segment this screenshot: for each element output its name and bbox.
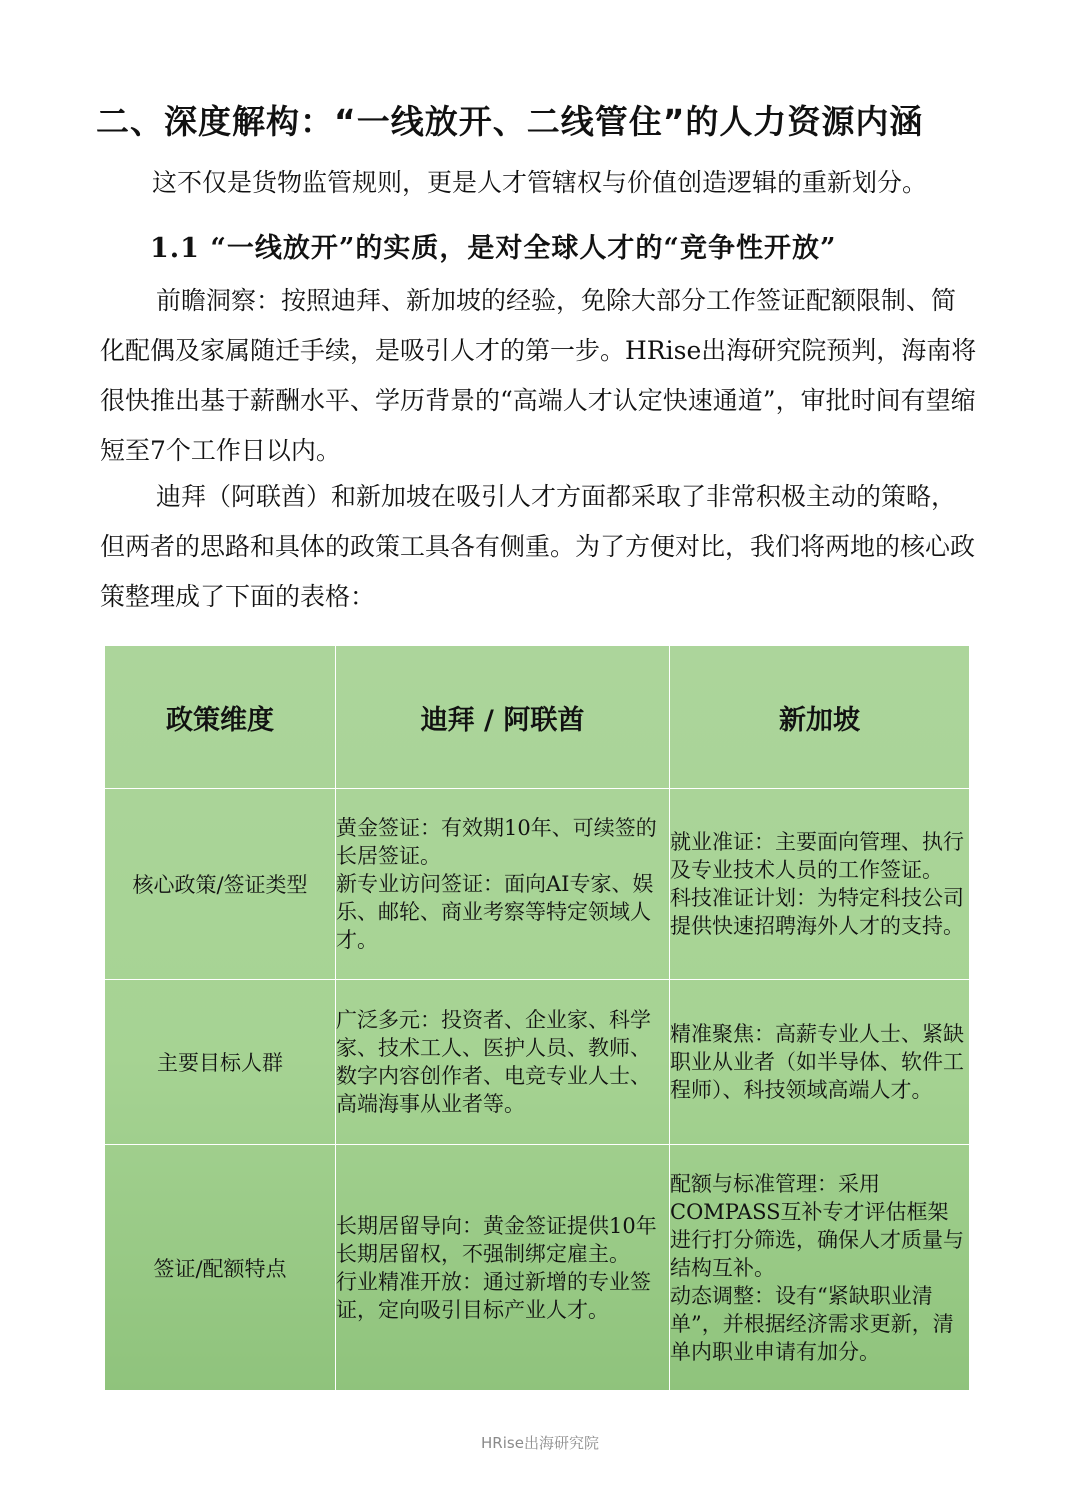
- subsection-heading: 1.1 “一线放开”的实质，是对全球人才的“竞争性开放”: [150, 233, 837, 264]
- footer-watermark: HRise出海研究院: [481, 1434, 599, 1452]
- singapore-cell: [670, 789, 970, 980]
- table-row: [105, 980, 970, 1145]
- header-dimension: 政策维度: [105, 646, 336, 789]
- cell-line: 长期居留导向：黄金签证提供10年长期居留权，不强制绑定雇主。: [336, 1213, 657, 1266]
- singapore-cell: [670, 980, 970, 1145]
- dimension-cell: 签证/配额特点: [105, 1145, 336, 1391]
- intro-paragraph: 这不仅是货物监管规则，更是人才管辖权与价值创造逻辑的重新划分。: [152, 168, 928, 197]
- dubai-cell: [336, 980, 670, 1145]
- cell-line: 就业准证：主要面向管理、执行及专业技术人员的工作签证。: [670, 830, 964, 882]
- cell-line: 广泛多元：投资者、企业家、科学家、技术工人、医护人员、教师、数字内容创作者、电竞专业人士、高端海事从业者等。: [336, 1008, 651, 1116]
- insight-paragraph: 前瞻洞察：按照迪拜、新加坡的经验，免除大部分工作签证配额限制、简化配偶及家属随迁手续，是吸引人才的第一步。HRise出海研究院预判，海南将很快推出基于薪酬水平、学历背景的“高端人才认定快速通道”，审批时间有望缩短至7个工作日以内。: [100, 286, 977, 465]
- section-heading: 二、深度解构：“一线放开、二线管住”的人力资源内涵: [96, 102, 924, 141]
- header-dubai: 迪拜 / 阿联酋: [336, 646, 670, 789]
- cell-line: 行业精准开放：通过新增的专业签证，定向吸引目标产业人才。: [336, 1269, 651, 1322]
- dubai-cell: [336, 789, 670, 980]
- dimension-cell: 主要目标人群: [105, 980, 336, 1145]
- cell-line: 动态调整：设有“紧缺职业清单”，并根据经济需求更新，清单内职业申请有加分。: [670, 1283, 954, 1364]
- comparison-intro-paragraph: 迪拜（阿联酋）和新加坡在吸引人才方面都采取了非常积极主动的策略，但两者的思路和具体的政策工具各有侧重。为了方便对比，我们将两地的核心政策整理成了下面的表格：: [100, 482, 976, 611]
- cell-line: 配额与标准管理：采用COMPASS互补专才评估框架进行打分筛选，确保人才质量与结构互补。: [670, 1171, 964, 1280]
- table-row: [105, 1145, 970, 1391]
- singapore-cell: [670, 1145, 970, 1391]
- dubai-cell: [336, 1145, 670, 1391]
- dimension-cell: 核心政策/签证类型: [105, 789, 336, 980]
- cell-line: 新专业访问签证：面向AI专家、娱乐、邮轮、商业考察等特定领域人才。: [336, 872, 654, 952]
- cell-line: 科技准证计划：为特定科技公司提供快速招聘海外人才的支持。: [670, 886, 964, 938]
- table-header-row: [105, 646, 970, 789]
- policy-comparison-table: [104, 645, 970, 1391]
- table-row: [105, 789, 970, 980]
- cell-line: 黄金签证：有效期10年、可续签的长居签证。: [336, 816, 657, 868]
- header-singapore: 新加坡: [670, 646, 970, 789]
- cell-line: 精准聚焦：高薪专业人士、紧缺职业从业者（如半导体、软件工程师）、科技领域高端人才。: [670, 1022, 964, 1102]
